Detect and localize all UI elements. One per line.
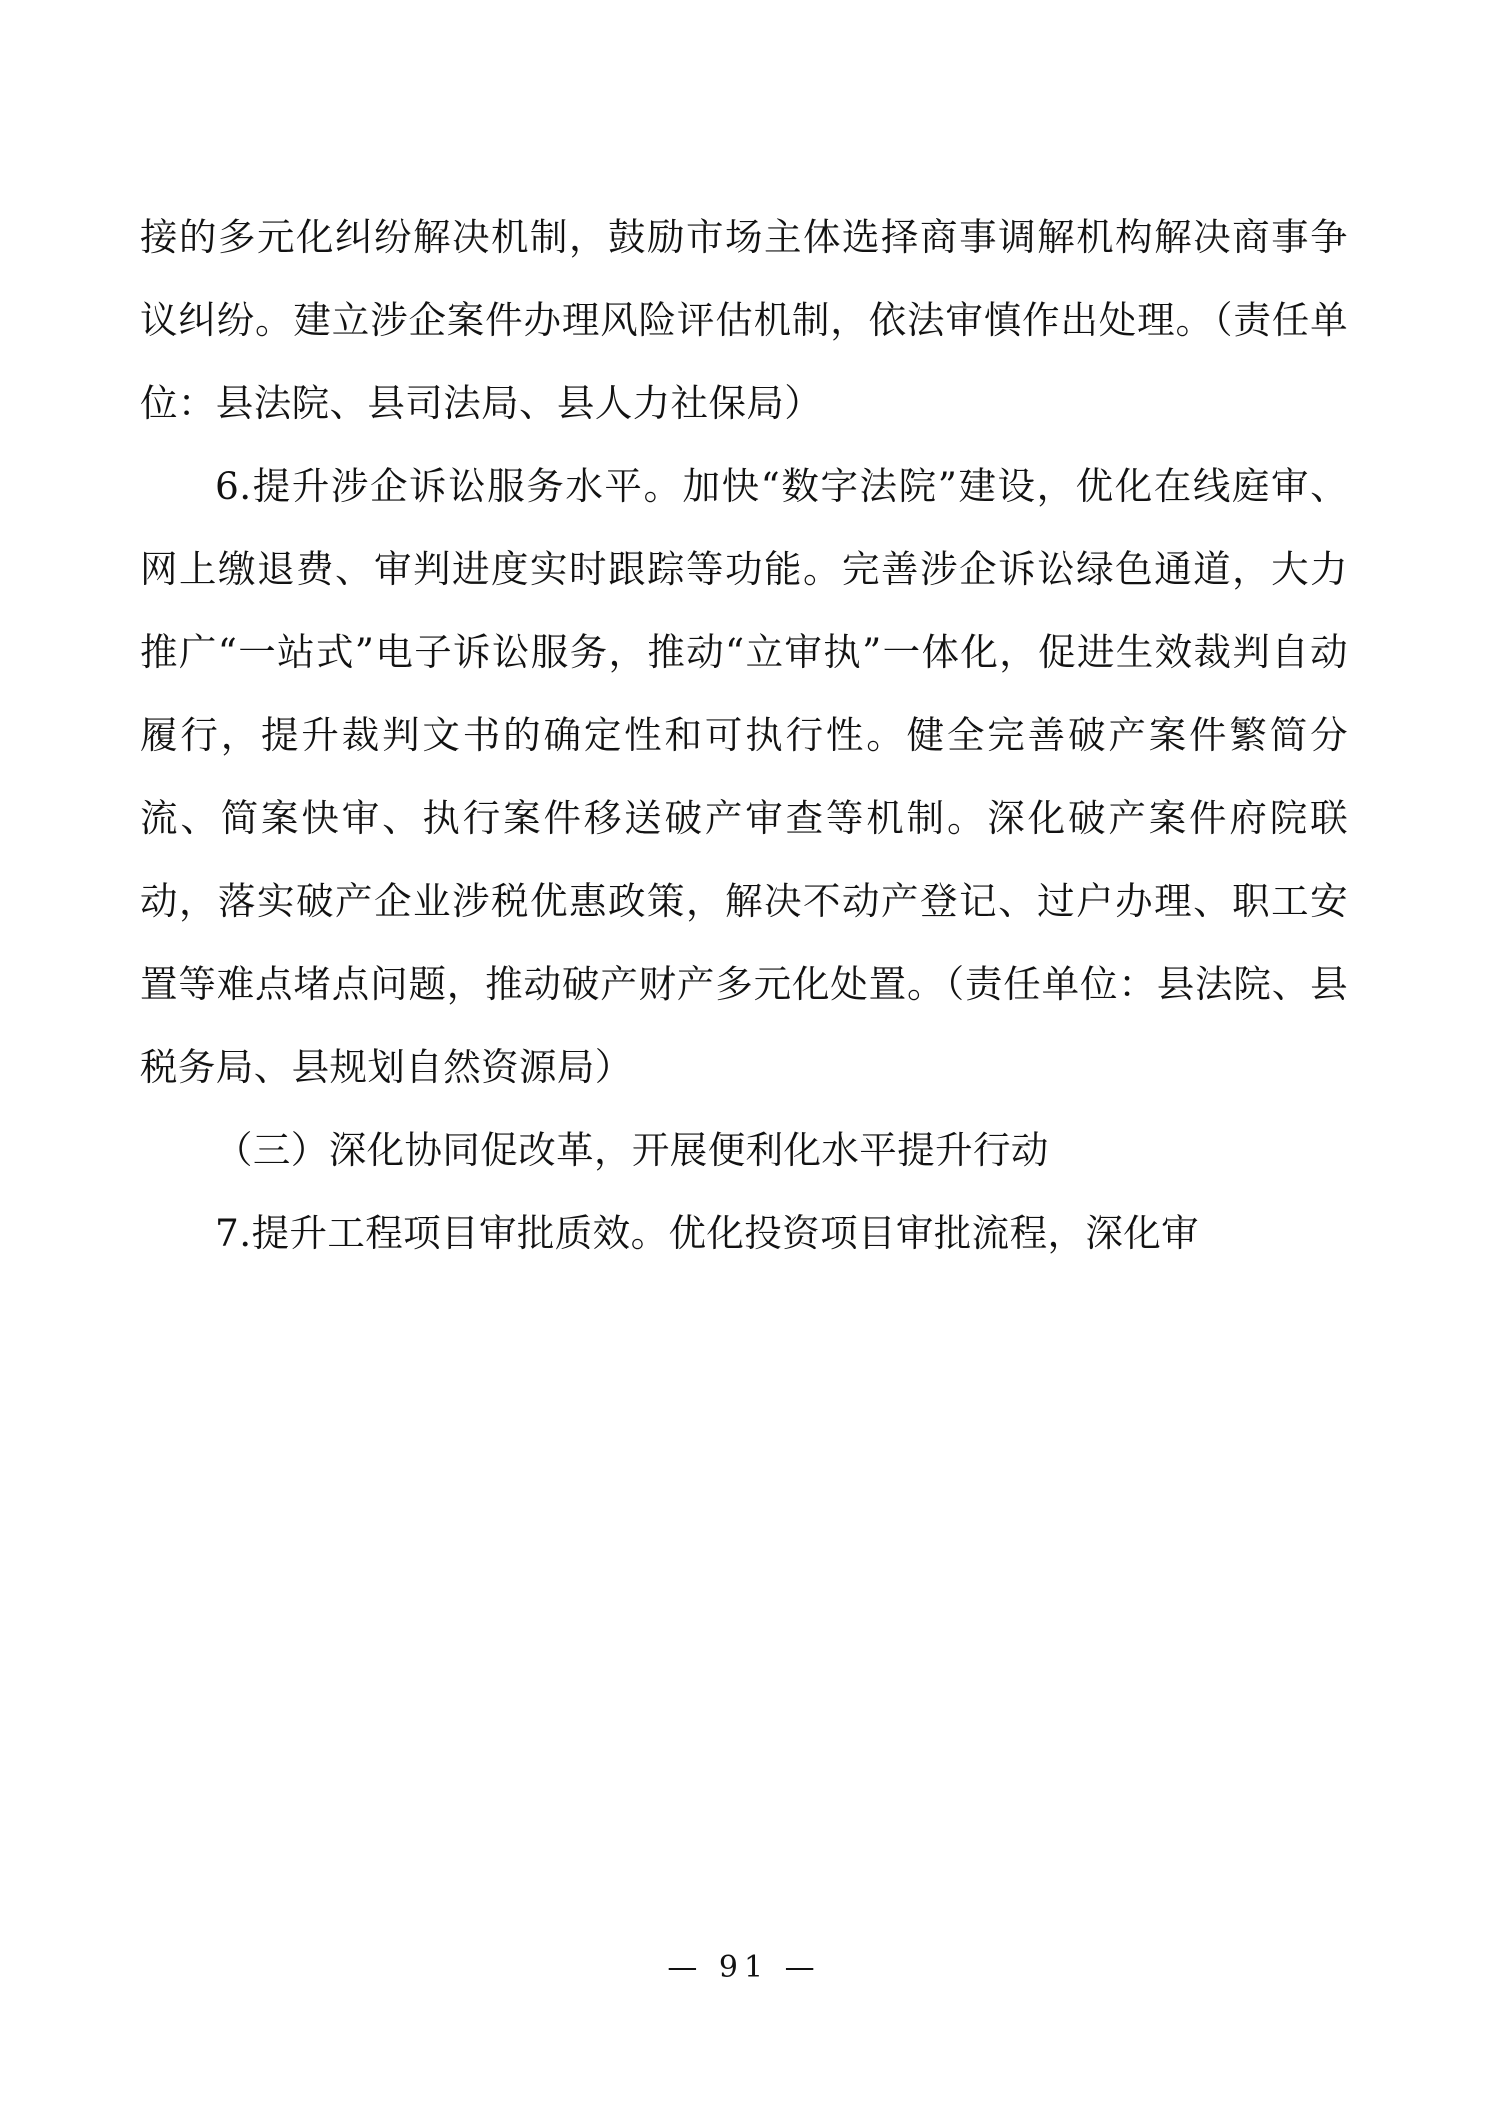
paragraph-item-7: 7.提升工程项目审批质效。优化投资项目审批流程，深化审 — [215, 1211, 1200, 1255]
document-body — [140, 196, 1348, 1275]
page-number-footer: — 91 — — [667, 1950, 821, 1985]
paragraph-continued: 接的多元化纠纷解决机制，鼓励市场主体选择商事调解机构解决商事争议纠纷。建立涉企案件办理风险评估机制，依法审慎作出处理。（责任单位：县法院、县司法局、县人力社保局） — [140, 215, 1348, 425]
paragraph-section-heading-3: （三）深化协同促改革，开展便利化水平提升行动 — [215, 1128, 1049, 1172]
paragraph-item-6: 6.提升涉企诉讼服务水平。加快“数字法院”建设，优化在线庭审、网上缴退费、审判进度实时跟踪等功能。完善涉企诉讼绿色通道，大力推广“一站式”电子诉讼服务，推动“立审执”一体化，促进生效裁判自动履行，提升裁判文书的确定性和可执行性。健全完善破产案件繁简分流、简案快审、执行案件移送破产审查等机制。深化破产案件府院联动，落实破产企业涉税优惠政策，解决不动产登记、过户办理、职工安置等难点堵点问题，推动破产财产多元化处置。（责任单位：县法院、县税务局、县规划自然资源局） — [140, 464, 1348, 1089]
